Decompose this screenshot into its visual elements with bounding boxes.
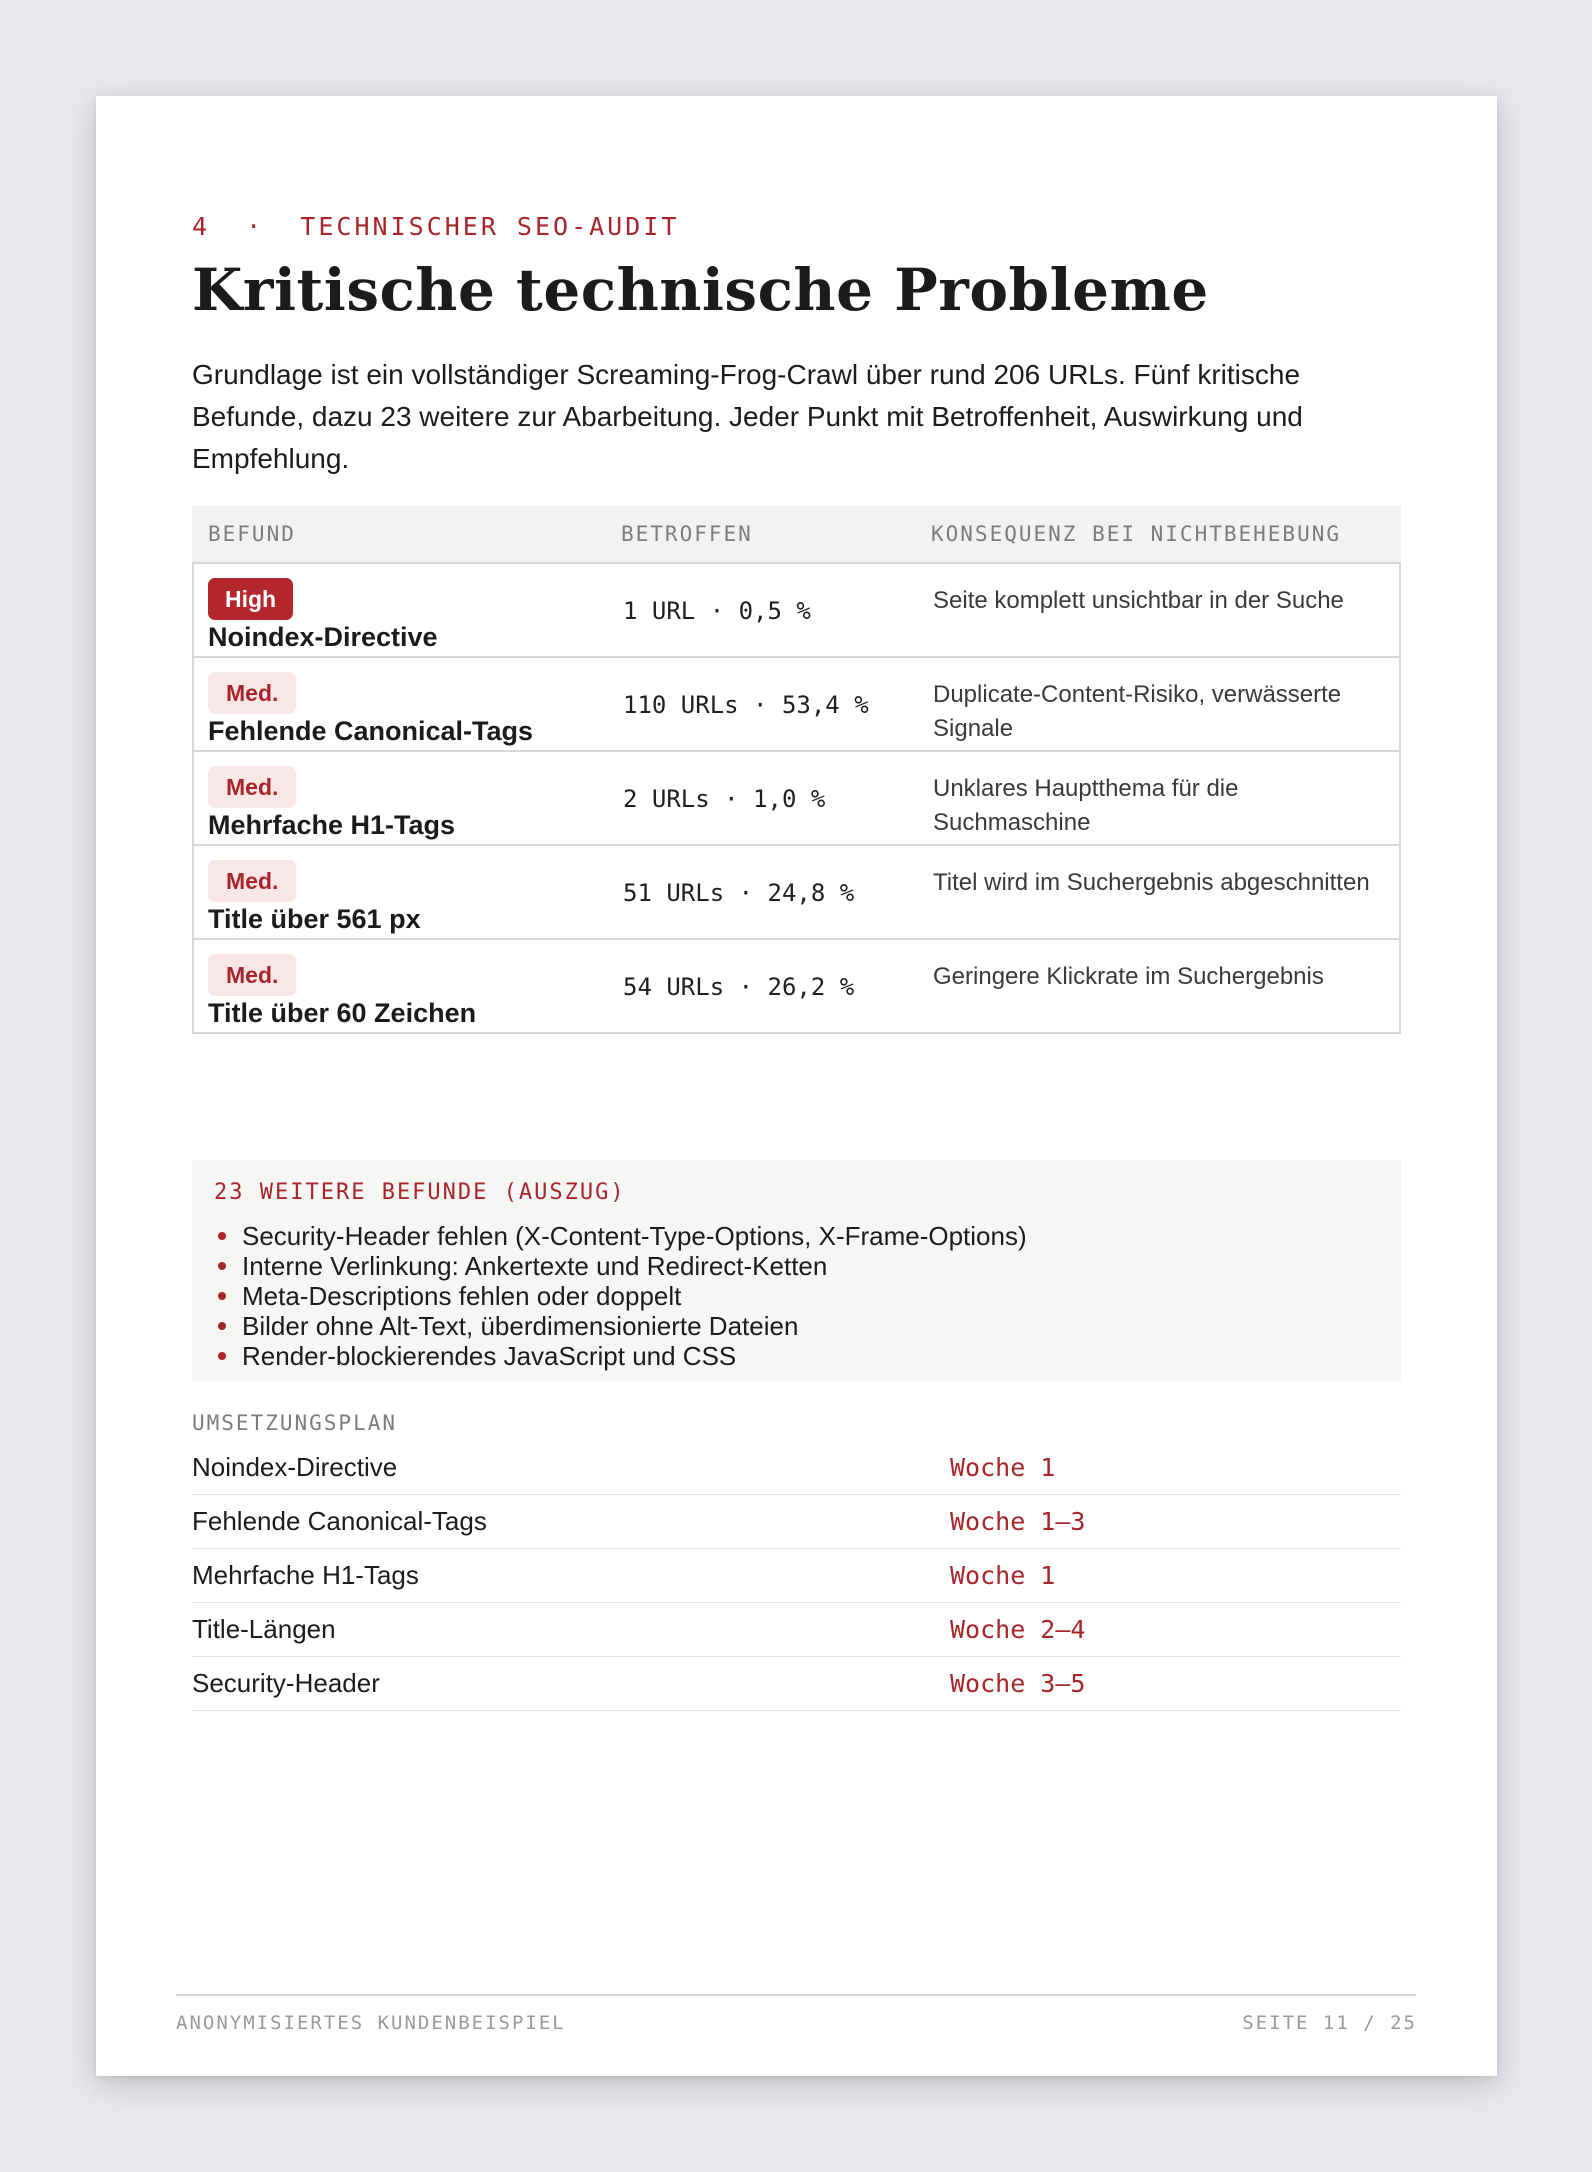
further-findings-list [214,1221,1379,1371]
consequence-text: Duplicate-Content-Risiko, verwässerte Signale [933,681,1342,742]
list-item: Render-blockierendes JavaScript und CSS [214,1341,1379,1371]
severity-badge-medium: Med. [208,766,296,808]
findings-table [192,506,1401,1034]
table-row [192,658,1401,752]
plan-task: Mehrfache H1-Tags [192,1560,419,1590]
implementation-plan [192,1441,1401,1711]
column-header-konsequenz: KONSEQUENZ BEI NICHTBEHEBUNG [931,522,1342,546]
table-row [192,752,1401,846]
affected-value: 2 URLs · 1,0 % [623,785,826,813]
plan-row [192,1495,1401,1549]
plan-task: Noindex-Directive [192,1452,398,1482]
document-page [96,96,1497,2076]
table-row [192,940,1401,1034]
affected-value: 110 URLs · 53,4 % [623,691,869,719]
section-eyebrow: 4 · TECHNISCHER SEO-AUDIT [192,212,680,241]
findings-table-header [192,506,1401,564]
column-header-betroffen: BETROFFEN [621,522,753,546]
consequence-text: Geringere Klickrate im Suchergebnis [933,963,1324,990]
further-findings-box [192,1160,1401,1381]
list-item: Meta-Descriptions fehlen oder doppelt [214,1281,1379,1311]
intro-paragraph: Grundlage ist ein vollständiger Screaming-Frog-Crawl über rund 206 URLs. Fünf kritische Befunde, dazu 23 weitere zur Abarbeitung. Jeder Punkt mit Betroffenheit, Auswirkung und Empfehlung. [192,359,1303,474]
affected-value: 54 URLs · 26,2 % [623,973,855,1001]
column-header-befund: BEFUND [208,522,296,546]
finding-name: Mehrfache H1-Tags [208,810,456,840]
plan-label: UMSETZUNGSPLAN [192,1411,398,1435]
plan-task: Title-Längen [192,1614,336,1644]
table-row [192,846,1401,940]
footer-page-number: SEITE 11 / 25 [1242,2012,1417,2034]
severity-badge-high: High [208,578,293,620]
severity-badge-medium: Med. [208,860,296,902]
affected-value: 1 URL · 0,5 % [623,597,811,625]
plan-timing: Woche 1 [950,1561,1056,1590]
footer-client-label: ANONYMISIERTES KUNDENBEISPIEL [176,2012,566,2034]
severity-badge-medium: Med. [208,954,296,996]
plan-timing: Woche 1 [950,1453,1056,1482]
plan-task: Fehlende Canonical-Tags [192,1506,487,1536]
plan-timing: Woche 1–3 [950,1507,1086,1536]
affected-value: 51 URLs · 24,8 % [623,879,855,907]
page-title: Kritische technische Probleme [192,256,1209,324]
plan-task: Security-Header [192,1668,380,1698]
bullet-dot-icon [218,1322,226,1330]
finding-name: Title über 60 Zeichen [208,998,477,1028]
table-row [192,564,1401,658]
finding-name: Title über 561 px [208,904,421,934]
plan-row [192,1657,1401,1711]
list-item: Bilder ohne Alt-Text, überdimensionierte Dateien [214,1311,1379,1341]
severity-badge-medium: Med. [208,672,296,714]
consequence-text: Seite komplett unsichtbar in der Suche [933,587,1344,614]
plan-row [192,1441,1401,1495]
footer-divider [176,1994,1416,1996]
bullet-dot-icon [218,1232,226,1240]
further-findings-title: 23 WEITERE BEFUNDE (AUSZUG) [214,1180,626,1205]
bullet-dot-icon [218,1352,226,1360]
list-item: Interne Verlinkung: Ankertexte und Redirect-Ketten [214,1251,1379,1281]
plan-timing: Woche 2–4 [950,1615,1086,1644]
finding-name: Noindex-Directive [208,622,438,652]
plan-row [192,1603,1401,1657]
finding-name: Fehlende Canonical-Tags [208,716,534,746]
plan-row [192,1549,1401,1603]
list-item: Security-Header fehlen (X-Content-Type-Options, X-Frame-Options) [214,1221,1379,1251]
bullet-dot-icon [218,1292,226,1300]
plan-timing: Woche 3–5 [950,1669,1086,1698]
consequence-text: Titel wird im Suchergebnis abgeschnitten [933,869,1370,896]
bullet-dot-icon [218,1262,226,1270]
consequence-text: Unklares Hauptthema für die Suchmaschine [933,775,1239,836]
